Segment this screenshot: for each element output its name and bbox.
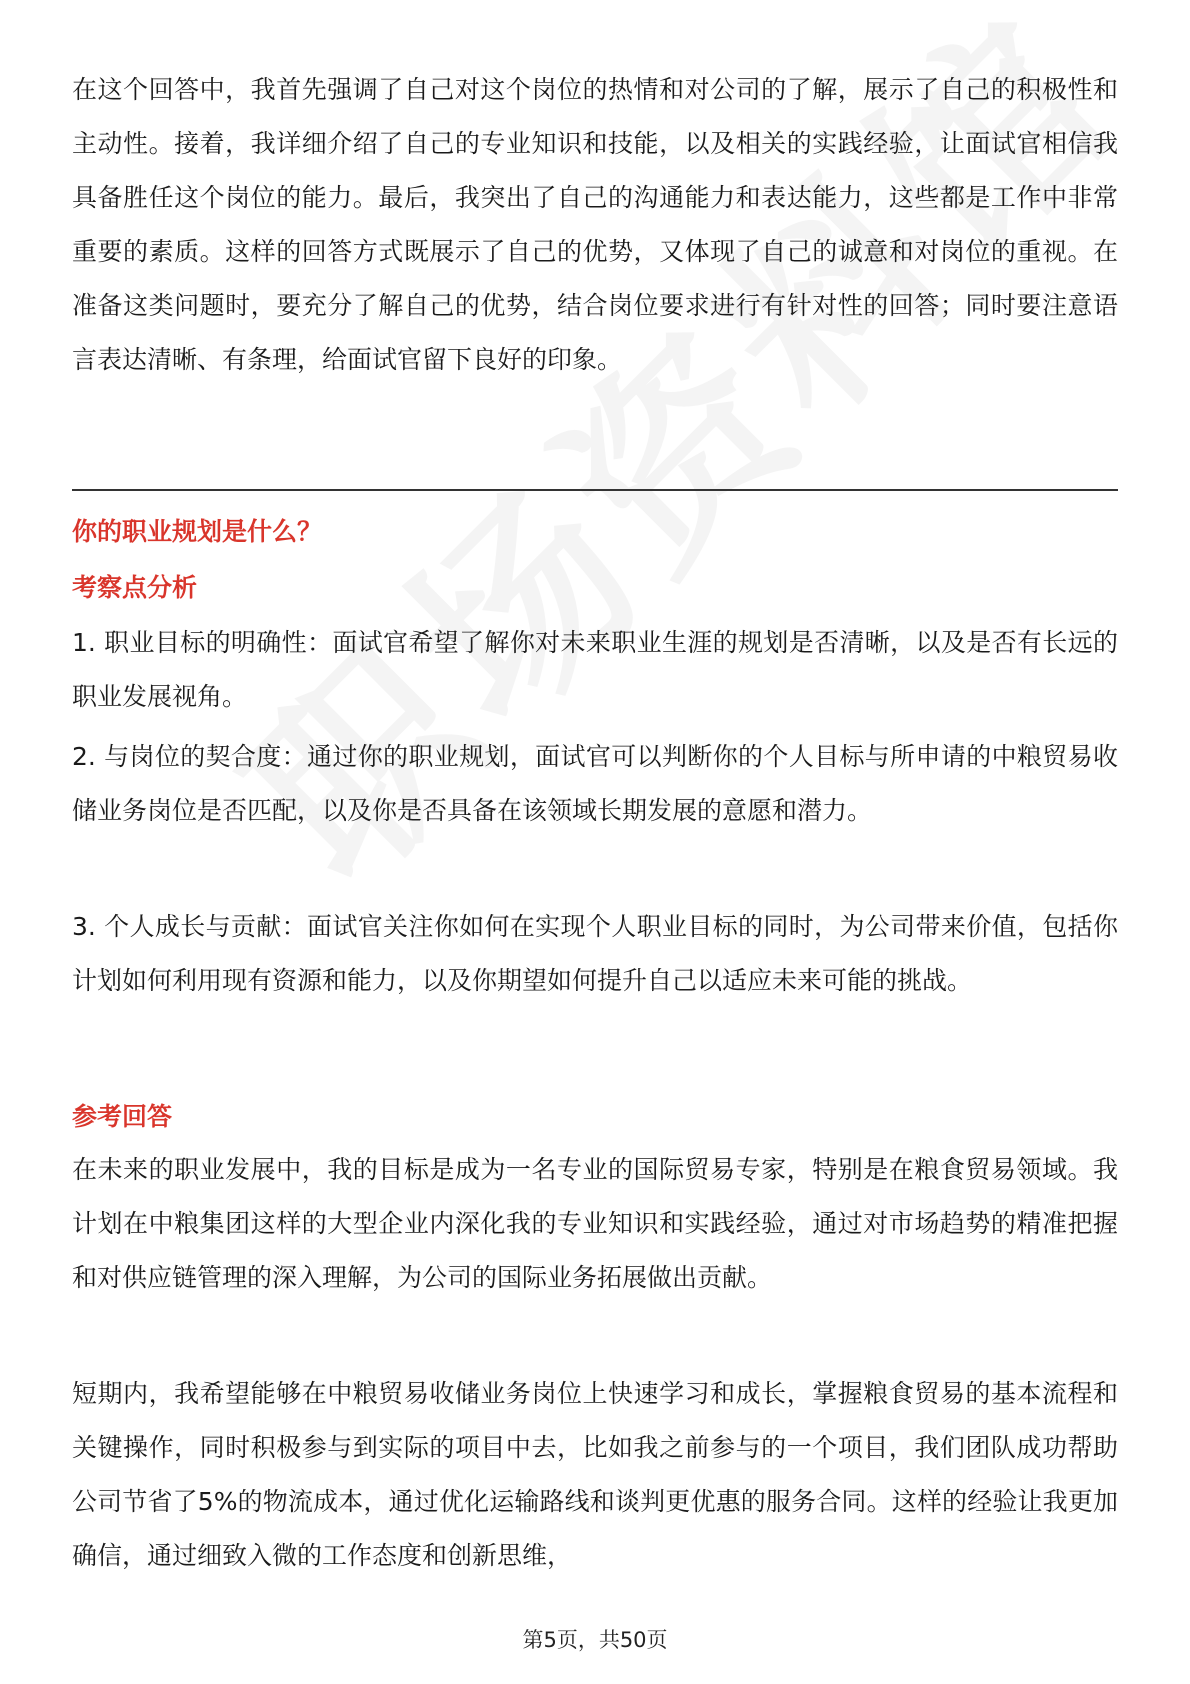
question-heading: 你的职业规划是什么？: [72, 517, 323, 546]
page-footer: 第5页，共50页: [522, 1628, 668, 1652]
analysis-heading: 考察点分析: [72, 573, 198, 602]
analysis-point-3: 3. 个人成长与贡献：面试官关注你如何在实现个人职业目标的同时，为公司带来价值，包括你计划如何利用现有资源和能力，以及你期望如何提升自己以适应未来可能的挑战。: [72, 912, 1118, 995]
analysis-point-1: 1. 职业目标的明确性：面试官希望了解你对未来职业生涯的规划是否清晰，以及是否有长远的职业发展视角。: [72, 628, 1118, 711]
analysis-point-2: 2. 与岗位的契合度：通过你的职业规划，面试官可以判断你的个人目标与所申请的中粮贸易收储业务岗位是否匹配，以及你是否具备在该领域长期发展的意愿和潜力。: [72, 742, 1118, 825]
answer-paragraph-2: 短期内，我希望能够在中粮贸易收储业务岗位上快速学习和成长，掌握粮食贸易的基本流程和关键操作，同时积极参与到实际的项目中去，比如我之前参与的一个项目，我们团队成功帮助公司节省了5%的物流成本，通过优化运输路线和谈判更优惠的服务合同。这样的经验让我更加确信，通过细致入微的工作态度和创新思维，: [72, 1379, 1118, 1570]
answer-heading: 参考回答: [72, 1102, 173, 1131]
answer-paragraph-1: 在未来的职业发展中，我的目标是成为一名专业的国际贸易专家，特别是在粮食贸易领域。我计划在中粮集团这样的大型企业内深化我的专业知识和实践经验，通过对市场趋势的精准把握和对供应链管理的深入理解，为公司的国际业务拓展做出贡献。: [72, 1155, 1118, 1292]
section-divider: [72, 489, 1118, 491]
intro-paragraph: 在这个回答中，我首先强调了自己对这个岗位的热情和对公司的了解，展示了自己的积极性和主动性。接着，我详细介绍了自己的专业知识和技能，以及相关的实践经验，让面试官相信我具备胜任这个岗位的能力。最后，我突出了自己的沟通能力和表达能力，这些都是工作中非常重要的素质。这样的回答方式既展示了自己的优势，又体现了自己的诚意和对岗位的重视。在准备这类问题时，要充分了解自己的优势，结合岗位要求进行有针对性的回答；同时要注意语言表达清晰、有条理，给面试官留下良好的印象。: [72, 75, 1118, 374]
